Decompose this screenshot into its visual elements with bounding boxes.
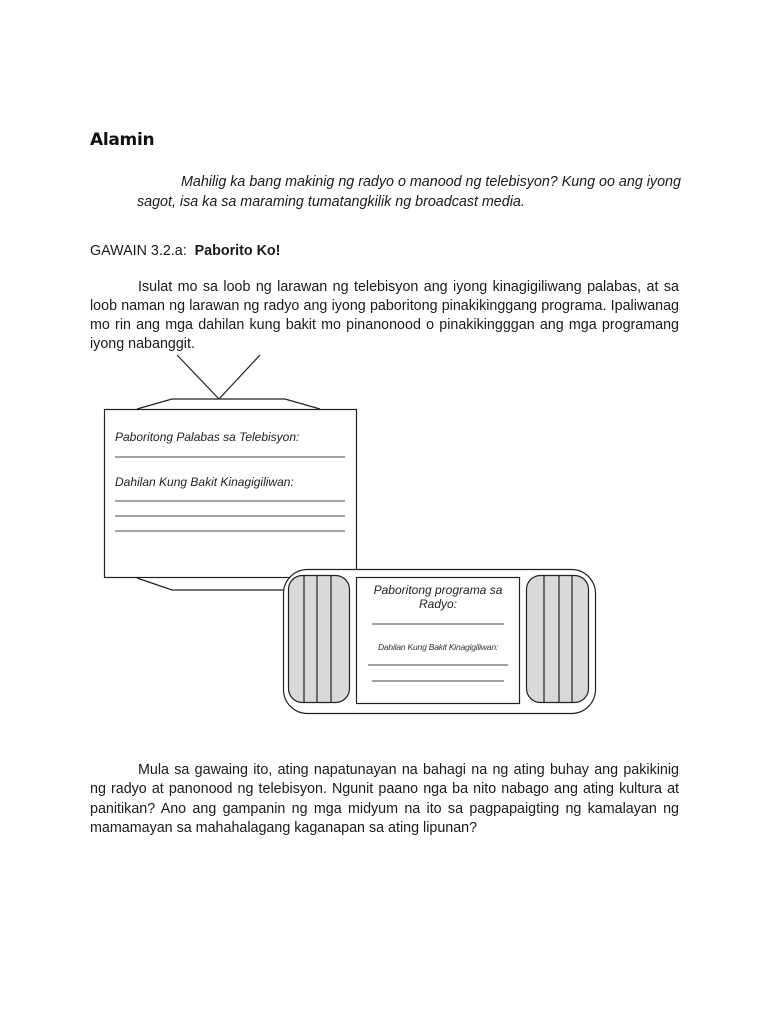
tv-favorite-answer-field[interactable] <box>115 444 345 458</box>
closing-paragraph <box>90 761 679 838</box>
radio-favorite-label <box>356 583 520 611</box>
radio-reason-answer-field[interactable] <box>368 655 508 683</box>
closing-text: Mula sa gawaing ito, ating napatunayan na bahagi na ng ating buhay ang pakikinig ng radyo at panonood ng telebisyon. Ngunit paano nga ba nito nabago ang ating kultura at panitikan? Ano ang gampanin ng mga midyum na ito sa pagpapaigting ng kamalayan ng mamamayan sa mahahalagang kaganapan sa ating lipunan? <box>90 762 679 836</box>
activity-title: Paborito Ko! <box>194 243 281 259</box>
radio-reason-label: Dahilan Kung Bakit Kinagigiliwan: <box>377 642 499 652</box>
tv-antenna-icon <box>177 355 260 399</box>
tv-reason-label: Dahilan Kung Bakit Kinagigiliwan: <box>115 475 294 489</box>
radio-favorite-label-line2: Radyo: <box>418 597 458 611</box>
tv-favorite-label: Paboritong Palabas sa Telebisyon: <box>115 430 300 444</box>
tv-bottom-trim <box>137 578 290 590</box>
activity-label: GAWAIN 3.2.a: <box>90 243 187 259</box>
instructions-text: Isulat mo sa loob ng larawan ng telebisyon ang iyong kinagigiliwang palabas, at sa loob naman ng larawan ng radyo ang iyong paboritong pinakikinggang programa. Ipaliwanag mo rin ang mga dahilan kung bakit mo pinanonood o pinakikingggan ang mga programang iyong nabanggit. <box>90 279 679 352</box>
section-heading: Alamin <box>90 130 155 150</box>
radio-favorite-answer-field[interactable] <box>372 612 504 625</box>
tv-top-trim <box>137 399 320 409</box>
radio-right-speaker-icon <box>527 576 589 703</box>
tv-reason-answer-field[interactable] <box>115 488 345 532</box>
radio-favorite-label-line1: Paboritong programa sa <box>373 583 503 597</box>
radio-left-speaker-icon <box>289 576 350 703</box>
intro-text: Mahilig ka bang makinig ng radyo o manood ng telebisyon? Kung oo ang iyong sagot, isa ka sa maraming tumatangkilik ng broadcast media. <box>137 174 681 210</box>
